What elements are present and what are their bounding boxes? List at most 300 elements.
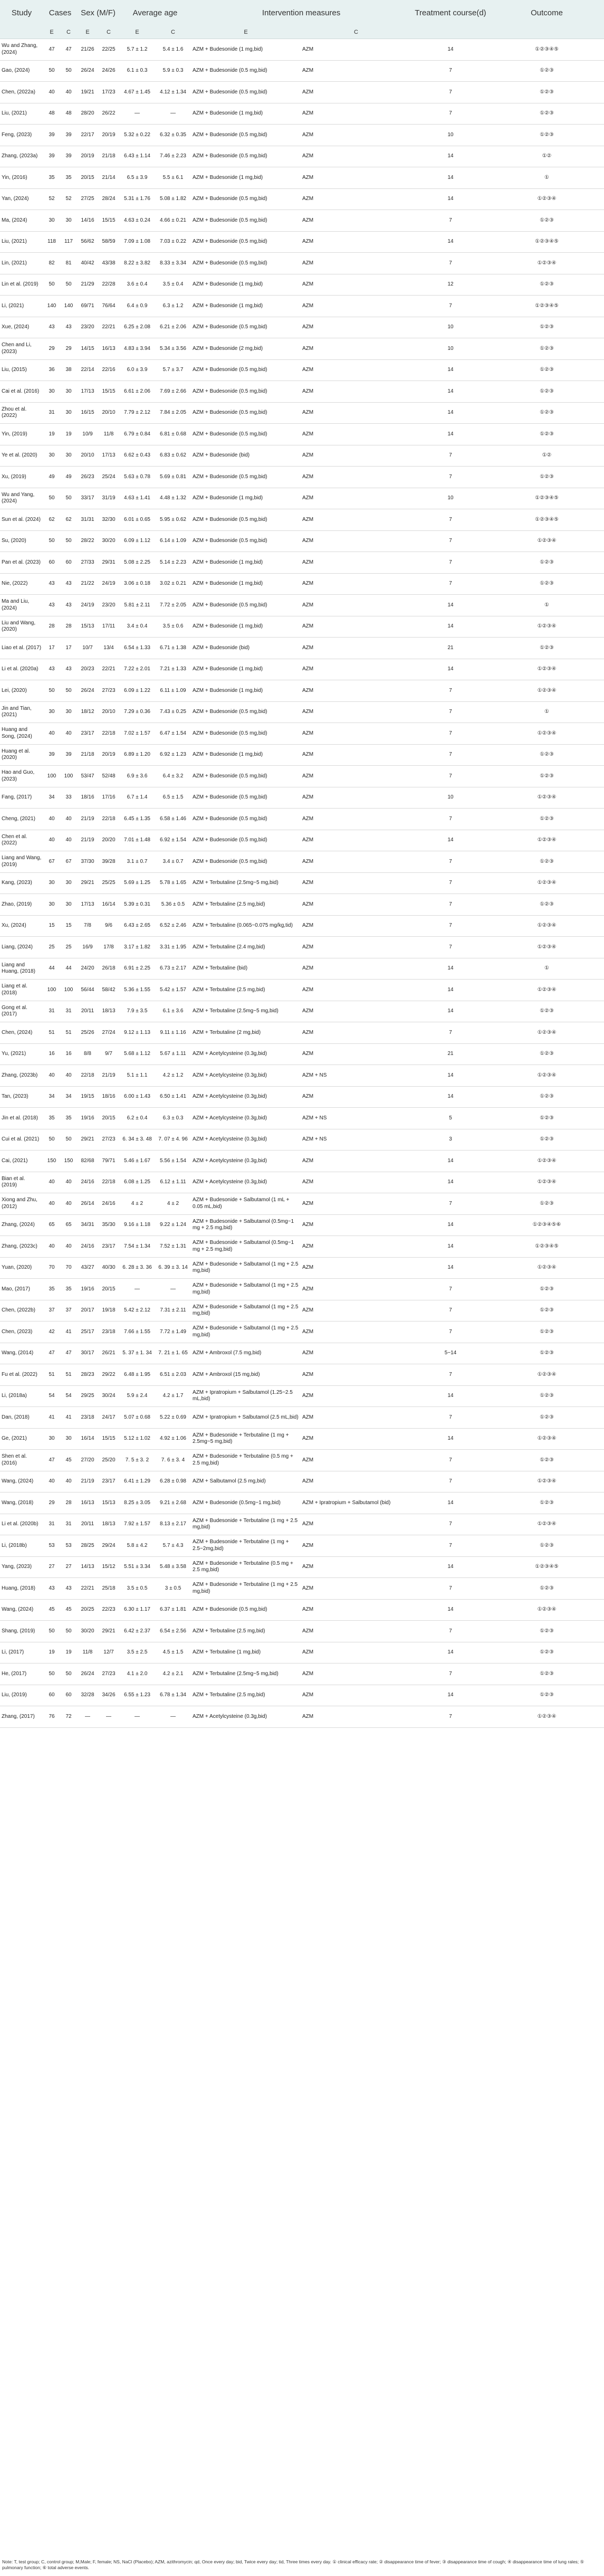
cell-intervention-e: AZM + Budesonide (0.5 mg,bid)	[191, 851, 301, 873]
cell-cases-c: 30	[60, 381, 77, 403]
cell-sex-e: 19/21	[77, 82, 98, 103]
cell-age-c: 6. 39 ± 3. 14	[155, 1257, 191, 1279]
cell-study: Yin, (2016)	[0, 167, 43, 189]
cell-age-c: 9.21 ± 2.68	[155, 1493, 191, 1514]
cell-age-e: 6. 34 ± 3. 48	[119, 1129, 155, 1151]
cell-intervention-c: AZM + NS	[301, 1108, 411, 1129]
cell-age-c: 5.42 ± 1.57	[155, 980, 191, 1001]
cell-intervention-c: AZM	[301, 573, 411, 595]
cell-outcome: ①②③④⑤	[490, 231, 604, 253]
cell-intervention-e: AZM + Acetylcysteine (0.3g,bid)	[191, 1108, 301, 1129]
cell-intervention-e: AZM + Budesonide (0.5 mg,bid)	[191, 509, 301, 531]
cell-intervention-c: AZM	[301, 402, 411, 424]
cell-intervention-c: AZM	[301, 188, 411, 210]
cell-sex-c: 25/25	[98, 872, 119, 894]
cell-age-c: 5.69 ± 0.81	[155, 467, 191, 488]
cell-sex-c: 17/11	[98, 616, 119, 638]
cell-age-c: 6.50 ± 1.41	[155, 1086, 191, 1108]
cell-study: Yin, (2019)	[0, 424, 43, 445]
cell-cases-c: 49	[60, 467, 77, 488]
cell-cases-c: 81	[60, 253, 77, 274]
cell-intervention-c: AZM	[301, 338, 411, 360]
cell-age-e: 7.79 ± 2.12	[119, 402, 155, 424]
table-row	[0, 1450, 604, 1471]
cell-course: 14	[411, 1001, 490, 1022]
cell-age-c: 6.92 ± 1.23	[155, 744, 191, 766]
cell-age-c: —	[155, 103, 191, 125]
cell-intervention-e: AZM + Terbutaline (2.5mg~5 mg,bid)	[191, 1001, 301, 1022]
cell-age-e: 6.00 ± 1.43	[119, 1086, 155, 1108]
cell-sex-c: 43/38	[98, 253, 119, 274]
cell-cases-c: 34	[60, 1086, 77, 1108]
header-row	[0, 0, 604, 25]
cell-age-e: —	[119, 1706, 155, 1728]
cell-age-c: 6.58 ± 1.46	[155, 809, 191, 830]
cell-sex-c: 20/15	[98, 1108, 119, 1129]
cell-age-e: 9.12 ± 1.13	[119, 1022, 155, 1044]
cell-age-c: 3.5 ± 0.4	[155, 274, 191, 296]
table-row	[0, 253, 604, 274]
cell-course: 7	[411, 82, 490, 103]
table-row	[0, 530, 604, 552]
table-row	[0, 958, 604, 980]
cell-cases-e: 47	[43, 39, 60, 61]
cell-cases-c: 37	[60, 1300, 77, 1322]
cell-cases-c: 50	[60, 60, 77, 82]
cell-age-c: 4.2 ± 1.7	[155, 1385, 191, 1407]
cell-cases-e: 43	[43, 595, 60, 616]
cell-age-c: 6.5 ± 1.5	[155, 787, 191, 809]
cell-age-c: 6.14 ± 1.09	[155, 530, 191, 552]
cell-cases-e: 15	[43, 915, 60, 937]
cell-age-c: 6.37 ± 1.81	[155, 1599, 191, 1621]
cell-sex-e: 16/14	[77, 1428, 98, 1450]
table-row	[0, 1151, 604, 1172]
cell-outcome: ①②③	[490, 573, 604, 595]
table-row	[0, 1279, 604, 1300]
cell-age-e: 6.45 ± 1.35	[119, 809, 155, 830]
table-row	[0, 1300, 604, 1322]
cell-course: 7	[411, 253, 490, 274]
cell-study: Li et al. (2020b)	[0, 1514, 43, 1535]
cell-cases-c: 43	[60, 659, 77, 680]
cell-sex-e: 27/25	[77, 188, 98, 210]
cell-study: Chen, (2022b)	[0, 1300, 43, 1322]
cell-intervention-e: AZM + Terbutaline (2.4 mg,bid)	[191, 937, 301, 958]
cell-intervention-c: AZM	[301, 937, 411, 958]
cell-cases-e: 31	[43, 1514, 60, 1535]
cell-cases-e: 40	[43, 1172, 60, 1193]
cell-intervention-c: AZM	[301, 509, 411, 531]
cell-intervention-c: AZM	[301, 1450, 411, 1471]
cell-course: 14	[411, 1172, 490, 1193]
cell-age-c: —	[155, 1706, 191, 1728]
cell-intervention-c: AZM	[301, 1364, 411, 1386]
cell-cases-c: 47	[60, 1343, 77, 1364]
cell-study: Bian et al. (2019)	[0, 1172, 43, 1193]
cell-cases-c: 40	[60, 82, 77, 103]
cell-sex-e: 16/9	[77, 937, 98, 958]
cell-intervention-e: AZM + Ipratropium + Salbutamol (2.5 mL,bid)	[191, 1407, 301, 1429]
cell-cases-e: 44	[43, 958, 60, 980]
cell-sex-c: 31/19	[98, 488, 119, 509]
cell-cases-c: 54	[60, 1385, 77, 1407]
cell-age-c: 7.52 ± 1.31	[155, 1236, 191, 1258]
cell-sex-c: 22/18	[98, 809, 119, 830]
cell-sex-e: 24/16	[77, 1172, 98, 1193]
subheader-sex-c: C	[98, 25, 119, 39]
cell-intervention-c: AZM + Ipratropium + Salbutamol (bid)	[301, 1493, 411, 1514]
cell-course: 7	[411, 445, 490, 467]
cell-outcome: ①②③	[490, 103, 604, 125]
cell-sex-c: 15/12	[98, 1556, 119, 1578]
cell-sex-c: 58/59	[98, 231, 119, 253]
cell-age-c: 9.22 ± 1.24	[155, 1214, 191, 1236]
cell-age-c: 6.51 ± 2.03	[155, 1364, 191, 1386]
cell-age-e: 6.42 ± 2.37	[119, 1621, 155, 1642]
cell-sex-e: 18/12	[77, 701, 98, 723]
cell-age-c: 5.4 ± 1.6	[155, 39, 191, 61]
cell-age-c: 6.73 ± 2.17	[155, 958, 191, 980]
cell-intervention-c: AZM	[301, 274, 411, 296]
cell-age-c: 6.1 ± 3.6	[155, 1001, 191, 1022]
cell-sex-e: 10/9	[77, 424, 98, 445]
cell-intervention-e: AZM + Budesonide (0.5 mg,bid)	[191, 402, 301, 424]
cell-age-e: 6.9 ± 3.6	[119, 766, 155, 787]
cell-cases-c: 35	[60, 1279, 77, 1300]
cell-age-c: 7. 21 ± 1. 65	[155, 1343, 191, 1364]
cell-sex-c: 17/13	[98, 445, 119, 467]
cell-sex-c: 17/16	[98, 787, 119, 809]
table-row	[0, 1214, 604, 1236]
cell-course: 14	[411, 146, 490, 167]
cell-sex-c: 18/13	[98, 1514, 119, 1535]
cell-intervention-e: AZM + Budesonide + Terbutaline (1 mg + 2.5 mg,bid)	[191, 1514, 301, 1535]
cell-outcome: ①②③	[490, 1407, 604, 1429]
cell-intervention-e: AZM + Budesonide (1 mg,bid)	[191, 659, 301, 680]
cell-intervention-e: AZM + Acetylcysteine (0.3g,bid)	[191, 1043, 301, 1065]
cell-study: Lin, (2021)	[0, 253, 43, 274]
cell-outcome: ①②③	[490, 210, 604, 232]
cell-sex-c: 29/31	[98, 552, 119, 574]
cell-intervention-c: AZM	[301, 1642, 411, 1664]
subheader-sex-e: E	[77, 25, 98, 39]
cell-sex-c: 32/30	[98, 509, 119, 531]
cell-age-e: 5.7 ± 1.2	[119, 39, 155, 61]
cell-sex-c: 22/16	[98, 359, 119, 381]
cell-intervention-c: AZM	[301, 467, 411, 488]
cell-sex-c: 15/15	[98, 210, 119, 232]
table-row	[0, 467, 604, 488]
cell-cases-c: 53	[60, 1535, 77, 1557]
cell-outcome: ①②③④	[490, 188, 604, 210]
cell-sex-e: 21/18	[77, 744, 98, 766]
cell-age-e: 6.7 ± 1.4	[119, 787, 155, 809]
cell-age-c: 6.3 ± 1.2	[155, 296, 191, 317]
cell-cases-e: 19	[43, 1642, 60, 1664]
cell-sex-c: 29/21	[98, 1621, 119, 1642]
cell-intervention-c: AZM	[301, 1664, 411, 1685]
cell-outcome: ①②③	[490, 1535, 604, 1557]
cell-intervention-c: AZM	[301, 1578, 411, 1600]
cell-sex-c: 23/20	[98, 595, 119, 616]
table-row	[0, 488, 604, 509]
cell-age-c: 6.4 ± 3.2	[155, 766, 191, 787]
cell-course: 7	[411, 103, 490, 125]
cell-study: Liang and Wang, (2019)	[0, 851, 43, 873]
cell-outcome: ①②③	[490, 744, 604, 766]
cell-age-c: 5.67 ± 1.11	[155, 1043, 191, 1065]
cell-intervention-e: AZM + Ipratropium + Salbutamol (1.25~2.5 mL,bid)	[191, 1385, 301, 1407]
cell-intervention-c: AZM	[301, 894, 411, 916]
cell-sex-c: 20/20	[98, 830, 119, 851]
cell-cases-e: 43	[43, 1578, 60, 1600]
cell-sex-c: 22/18	[98, 1172, 119, 1193]
table-row	[0, 680, 604, 702]
cell-cases-e: 50	[43, 274, 60, 296]
cell-study: Li, (2021)	[0, 296, 43, 317]
cell-course: 7	[411, 467, 490, 488]
cell-age-e: 5.81 ± 2.11	[119, 595, 155, 616]
cell-cases-e: 35	[43, 167, 60, 189]
cell-intervention-e: AZM + Budesonide (0.5 mg,bid)	[191, 146, 301, 167]
cell-cases-e: 50	[43, 1129, 60, 1151]
cell-course: 7	[411, 1535, 490, 1557]
cell-cases-e: 52	[43, 188, 60, 210]
cell-age-e: 6.54 ± 1.33	[119, 638, 155, 659]
cell-outcome: ①②③④⑤	[490, 1556, 604, 1578]
cell-age-e: 6.09 ± 1.22	[119, 680, 155, 702]
cell-intervention-e: AZM + Budesonide (0.5 mg,bid)	[191, 210, 301, 232]
cell-intervention-e: AZM + Budesonide (0.5 mg,bid)	[191, 787, 301, 809]
cell-age-e: —	[119, 103, 155, 125]
cell-cases-e: 48	[43, 103, 60, 125]
cell-cases-e: 30	[43, 1428, 60, 1450]
cell-course: 7	[411, 1022, 490, 1044]
cell-outcome: ①②③	[490, 552, 604, 574]
cell-cases-e: 19	[43, 424, 60, 445]
cell-course: 21	[411, 1043, 490, 1065]
cell-study: Xue, (2024)	[0, 317, 43, 338]
cell-intervention-c: AZM	[301, 1428, 411, 1450]
table-row	[0, 595, 604, 616]
cell-sex-e: 16/13	[77, 1493, 98, 1514]
cell-intervention-c: AZM	[301, 830, 411, 851]
cell-cases-e: 40	[43, 1471, 60, 1493]
cell-age-c: 5.56 ± 1.54	[155, 1151, 191, 1172]
cell-sex-e: 29/25	[77, 1385, 98, 1407]
cell-cases-e: 39	[43, 146, 60, 167]
cell-sex-c: 20/10	[98, 402, 119, 424]
header-course: Treatment course(d)	[411, 0, 490, 25]
cell-cases-e: 100	[43, 980, 60, 1001]
cell-cases-c: 60	[60, 552, 77, 574]
cell-outcome: ①②③	[490, 894, 604, 916]
cell-age-c: 7. 07 ± 4. 96	[155, 1129, 191, 1151]
cell-course: 7	[411, 552, 490, 574]
cell-sex-c: 27/23	[98, 680, 119, 702]
cell-age-e: 7.66 ± 1.55	[119, 1322, 155, 1343]
cell-cases-e: 100	[43, 766, 60, 787]
cell-intervention-e: AZM + Budesonide + Salbutamol (1 mg + 2.5 mg,bid)	[191, 1279, 301, 1300]
cell-study: Chen, (2024)	[0, 1022, 43, 1044]
cell-age-c: 7.21 ± 1.33	[155, 659, 191, 680]
cell-intervention-c: AZM	[301, 809, 411, 830]
cell-cases-e: 34	[43, 787, 60, 809]
cell-sex-e: 26/24	[77, 680, 98, 702]
cell-intervention-c: AZM	[301, 1343, 411, 1364]
cell-age-e: 3.6 ± 0.4	[119, 274, 155, 296]
cell-cases-e: 140	[43, 296, 60, 317]
cell-study: He, (2017)	[0, 1664, 43, 1685]
cell-age-e: 6.08 ± 1.25	[119, 1172, 155, 1193]
cell-course: 7	[411, 744, 490, 766]
header-age: Average age	[119, 0, 191, 25]
cell-cases-c: 48	[60, 103, 77, 125]
cell-cases-c: 100	[60, 980, 77, 1001]
cell-course: 7	[411, 1514, 490, 1535]
table-row	[0, 381, 604, 403]
cell-sex-c: 26/18	[98, 958, 119, 980]
cell-cases-c: 100	[60, 766, 77, 787]
cell-intervention-e: AZM + Budesonide (0.5 mg,bid)	[191, 253, 301, 274]
cell-age-e: 5.36 ± 1.55	[119, 980, 155, 1001]
cell-cases-e: 31	[43, 402, 60, 424]
cell-age-e: 8.25 ± 3.05	[119, 1493, 155, 1514]
cell-course: 3	[411, 1129, 490, 1151]
cell-intervention-c: AZM + NS	[301, 1065, 411, 1087]
cell-age-c: 9.11 ± 1.16	[155, 1022, 191, 1044]
cell-cases-c: 19	[60, 424, 77, 445]
cell-cases-e: 40	[43, 1193, 60, 1215]
cell-study: Chen, (2022a)	[0, 82, 43, 103]
cell-study: Gao, (2024)	[0, 60, 43, 82]
cell-age-e: 4.67 ± 1.45	[119, 82, 155, 103]
table-row	[0, 1086, 604, 1108]
cell-cases-c: 39	[60, 146, 77, 167]
cell-intervention-c: AZM	[301, 980, 411, 1001]
table-row	[0, 573, 604, 595]
table-body	[0, 39, 604, 1728]
cell-course: 7	[411, 1578, 490, 1600]
cell-age-e: 5.07 ± 0.68	[119, 1407, 155, 1429]
table-row	[0, 1065, 604, 1087]
subheader-int-c: C	[301, 25, 411, 39]
cell-intervention-c: AZM	[301, 1022, 411, 1044]
cell-intervention-c: AZM	[301, 915, 411, 937]
table-row	[0, 616, 604, 638]
cell-sex-c: 23/17	[98, 1471, 119, 1493]
cell-outcome: ①	[490, 701, 604, 723]
cell-age-c: 6.83 ± 0.62	[155, 445, 191, 467]
cell-age-e: 9.16 ± 1.18	[119, 1214, 155, 1236]
cell-sex-c: 18/13	[98, 1001, 119, 1022]
cell-sex-c: 58/42	[98, 980, 119, 1001]
cell-age-e: 6.25 ± 2.08	[119, 317, 155, 338]
table-row	[0, 1322, 604, 1343]
cell-study: Huang, (2018)	[0, 1578, 43, 1600]
cell-cases-e: 62	[43, 509, 60, 531]
cell-age-e: 5. 37 ± 1. 34	[119, 1343, 155, 1364]
cell-sex-c: 9/6	[98, 915, 119, 937]
cell-cases-c: 40	[60, 723, 77, 745]
cell-outcome: ①②③	[490, 1279, 604, 1300]
cell-course: 7	[411, 1706, 490, 1728]
cell-cases-c: 40	[60, 1471, 77, 1493]
cell-cases-c: 40	[60, 809, 77, 830]
cell-sex-c: 22/28	[98, 274, 119, 296]
cell-intervention-e: AZM + Terbutaline (2.5 mg,bid)	[191, 1685, 301, 1706]
cell-age-e: 5.9 ± 2.4	[119, 1385, 155, 1407]
header-intervention: Intervention measures	[191, 0, 411, 25]
cell-sex-c: 76/64	[98, 296, 119, 317]
cell-intervention-c: AZM	[301, 1471, 411, 1493]
cell-outcome: ①②③	[490, 1450, 604, 1471]
cell-sex-e: 21/22	[77, 573, 98, 595]
cell-study: Ma, (2024)	[0, 210, 43, 232]
cell-intervention-e: AZM + Budesonide (0.5 mg,bid)	[191, 381, 301, 403]
cell-cases-e: 30	[43, 445, 60, 467]
cell-cases-c: 15	[60, 915, 77, 937]
cell-intervention-c: AZM	[301, 1407, 411, 1429]
cell-outcome: ①②③	[490, 424, 604, 445]
cell-course: 14	[411, 167, 490, 189]
cell-study: Liang and Huang, (2018)	[0, 958, 43, 980]
cell-age-e: 6.5 ± 3.9	[119, 167, 155, 189]
cell-outcome: ①②③④	[490, 1428, 604, 1450]
table-row	[0, 1343, 604, 1364]
cell-sex-e: 15/13	[77, 616, 98, 638]
table-row	[0, 231, 604, 253]
cell-age-c: 6.52 ± 2.46	[155, 915, 191, 937]
cell-sex-e: 16/15	[77, 402, 98, 424]
cell-intervention-e: AZM + Budesonide (0.5 mg,bid)	[191, 60, 301, 82]
cell-age-c: 5.7 ± 3.7	[155, 359, 191, 381]
cell-sex-e: 23/17	[77, 723, 98, 745]
cell-study: Yan, (2024)	[0, 188, 43, 210]
cell-outcome: ①②③	[490, 1385, 604, 1407]
cell-study: Zhang, (2024)	[0, 1214, 43, 1236]
table-row	[0, 809, 604, 830]
table-row	[0, 1428, 604, 1450]
cell-sex-e: 23/18	[77, 1407, 98, 1429]
cell-age-e: 3.4 ± 0.4	[119, 616, 155, 638]
cell-age-e: 3.1 ± 0.7	[119, 851, 155, 873]
cell-course: 7	[411, 210, 490, 232]
cell-age-c: 5.95 ± 0.62	[155, 509, 191, 531]
cell-cases-e: 31	[43, 1001, 60, 1022]
table-row	[0, 1129, 604, 1151]
cell-intervention-c: AZM	[301, 1151, 411, 1172]
cell-age-e: 6.48 ± 1.95	[119, 1364, 155, 1386]
cell-cases-e: 37	[43, 1300, 60, 1322]
cell-study: Chen et al. (2022)	[0, 830, 43, 851]
cell-age-c: 6.11 ± 1.09	[155, 680, 191, 702]
cell-age-c: 7.43 ± 0.25	[155, 701, 191, 723]
subheader-age-e: E	[119, 25, 155, 39]
cell-intervention-c: AZM	[301, 552, 411, 574]
cell-intervention-c: AZM	[301, 1193, 411, 1215]
cell-age-e: 5.42 ± 2.12	[119, 1300, 155, 1322]
cell-cases-c: 41	[60, 1322, 77, 1343]
cell-course: 14	[411, 659, 490, 680]
cell-study: Ma and Liu, (2024)	[0, 595, 43, 616]
cell-intervention-c: AZM	[301, 82, 411, 103]
cell-sex-e: 20/11	[77, 1001, 98, 1022]
cell-cases-c: 17	[60, 638, 77, 659]
table-row	[0, 1706, 604, 1728]
cell-course: 14	[411, 359, 490, 381]
